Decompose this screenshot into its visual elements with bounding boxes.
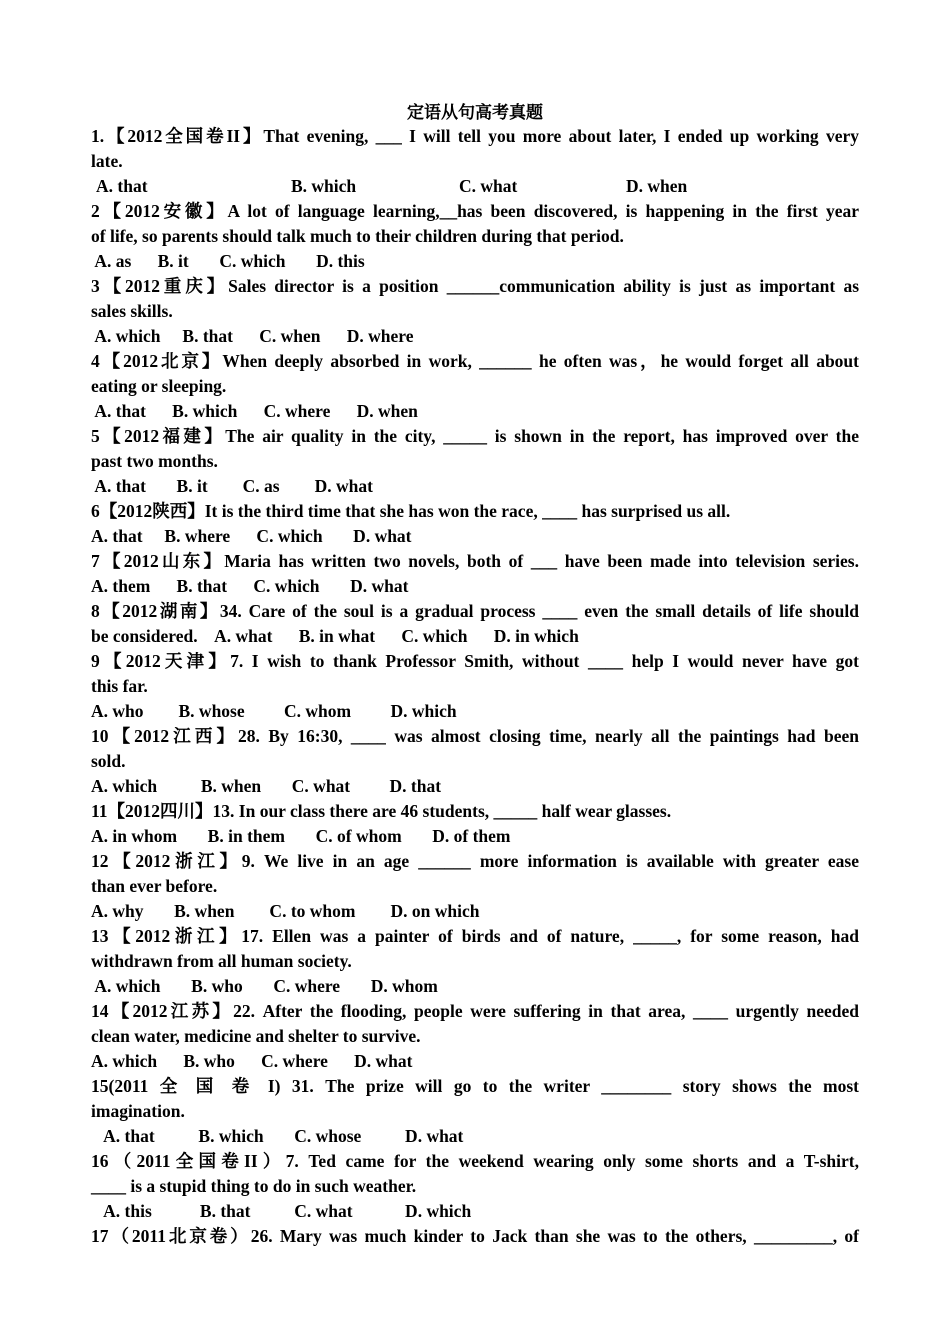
text-line: A. that B. it C. as D. what	[91, 476, 373, 496]
option-label: D. when	[626, 176, 688, 196]
text-line: A. this B. that C. what D. which	[91, 1201, 472, 1221]
text-line: sales skills.	[91, 301, 173, 321]
question-list	[91, 124, 859, 1249]
text-line: 8【2012湖南】34. Care of the soul is a gradual process ____ even the small details of life should	[91, 601, 859, 621]
text-line: A. that B. which C. where D. when	[91, 401, 418, 421]
text-line: A. as B. it C. which D. this	[91, 251, 365, 271]
text-line: past two months.	[91, 451, 218, 471]
text-line: 6【2012陕西】It is the third time that she has won the race, ____ has surprised us all.	[91, 501, 731, 521]
text-line: A. which B. when C. what D. that	[91, 776, 442, 796]
options-line	[91, 174, 859, 199]
text-line: 3【2012重庆】Sales director is a position ______communication ability is just as important as	[91, 276, 859, 296]
text-line: ____ is a stupid thing to do in such weather.	[91, 1176, 417, 1196]
text-line: 5【2012福建】The air quality in the city, _____ is shown in the report, has improved over the	[91, 426, 859, 446]
text-line: A. which B. that C. when D. where	[91, 326, 414, 346]
text-line: of life, so parents should talk much to their children during that period.	[91, 226, 624, 246]
text-line: sold.	[91, 751, 126, 771]
text-line: 4【2012北京】When deeply absorbed in work, ______ he often was，he would forget all about	[91, 351, 859, 371]
text-line: A. why B. when C. to whom D. on which	[91, 901, 480, 921]
text-line: 7【2012山东】Maria has written two novels, both of ___ have been made into television series.	[91, 551, 859, 571]
text-line: late.	[91, 151, 123, 171]
text-line: A. them B. that C. which D. what	[91, 576, 409, 596]
text-line: A. that B. where C. which D. what	[91, 526, 412, 546]
text-line: 9【2012天津】7. I wish to thank Professor Smith, without ____ help I would never have got	[91, 651, 859, 671]
option-label: C. what	[459, 176, 518, 196]
document-title: 定语从句高考真题	[407, 103, 543, 122]
text-line: this far.	[91, 676, 148, 696]
text-line: 12【2012浙江】9. We live in an age ______ more information is available with greater ease	[91, 851, 859, 871]
text-line: 10【2012江西】28. By 16:30, ____ was almost closing time, nearly all the paintings had been	[91, 726, 859, 746]
option-label: B. which	[291, 176, 357, 196]
option-label: A. that	[96, 176, 148, 196]
text-line: eating or sleeping.	[91, 376, 227, 396]
text-line: be considered. A. what B. in what C. which D. in which	[91, 626, 579, 646]
text-line: 2【2012安徽】A lot of language learning,__has been discovered, is happening in the first year	[91, 201, 859, 221]
text-line: imagination.	[91, 1101, 185, 1121]
text-line: 11【2012四川】13. In our class there are 46 students, _____ half wear glasses.	[91, 801, 672, 821]
text-line: 14【2012江苏】22. After the flooding, people were suffering in that area, ____ urgently needed	[91, 1001, 859, 1021]
text-line: A. in whom B. in them C. of whom D. of them	[91, 826, 511, 846]
text-line: A. that B. which C. whose D. what	[91, 1126, 464, 1146]
text-line: A. who B. whose C. whom D. which	[91, 701, 457, 721]
text-line: 15(2011 全 国 卷 I) 31. The prize will go to the writer ________ story shows the most	[91, 1076, 859, 1096]
text-line: A. which B. who C. where D. whom	[91, 976, 438, 996]
text-line: 1.【2012全国卷II】That evening, ___ I will tell you more about later, I ended up working very	[91, 126, 859, 146]
text-line: withdrawn from all human society.	[91, 951, 352, 971]
text-line: A. which B. who C. where D. what	[91, 1051, 413, 1071]
text-line: 16（2011全国卷II）7. Ted came for the weekend wearing only some shorts and a T-shirt,	[91, 1151, 859, 1171]
text-line: clean water, medicine and shelter to survive.	[91, 1026, 421, 1046]
text-line: than ever before.	[91, 876, 218, 896]
text-line: 17（2011北京卷）26. Mary was much kinder to Jack than she was to the others, _________, of	[91, 1226, 859, 1246]
text-line: 13【2012浙江】17. Ellen was a painter of birds and of nature, _____, for some reason, had	[91, 926, 859, 946]
